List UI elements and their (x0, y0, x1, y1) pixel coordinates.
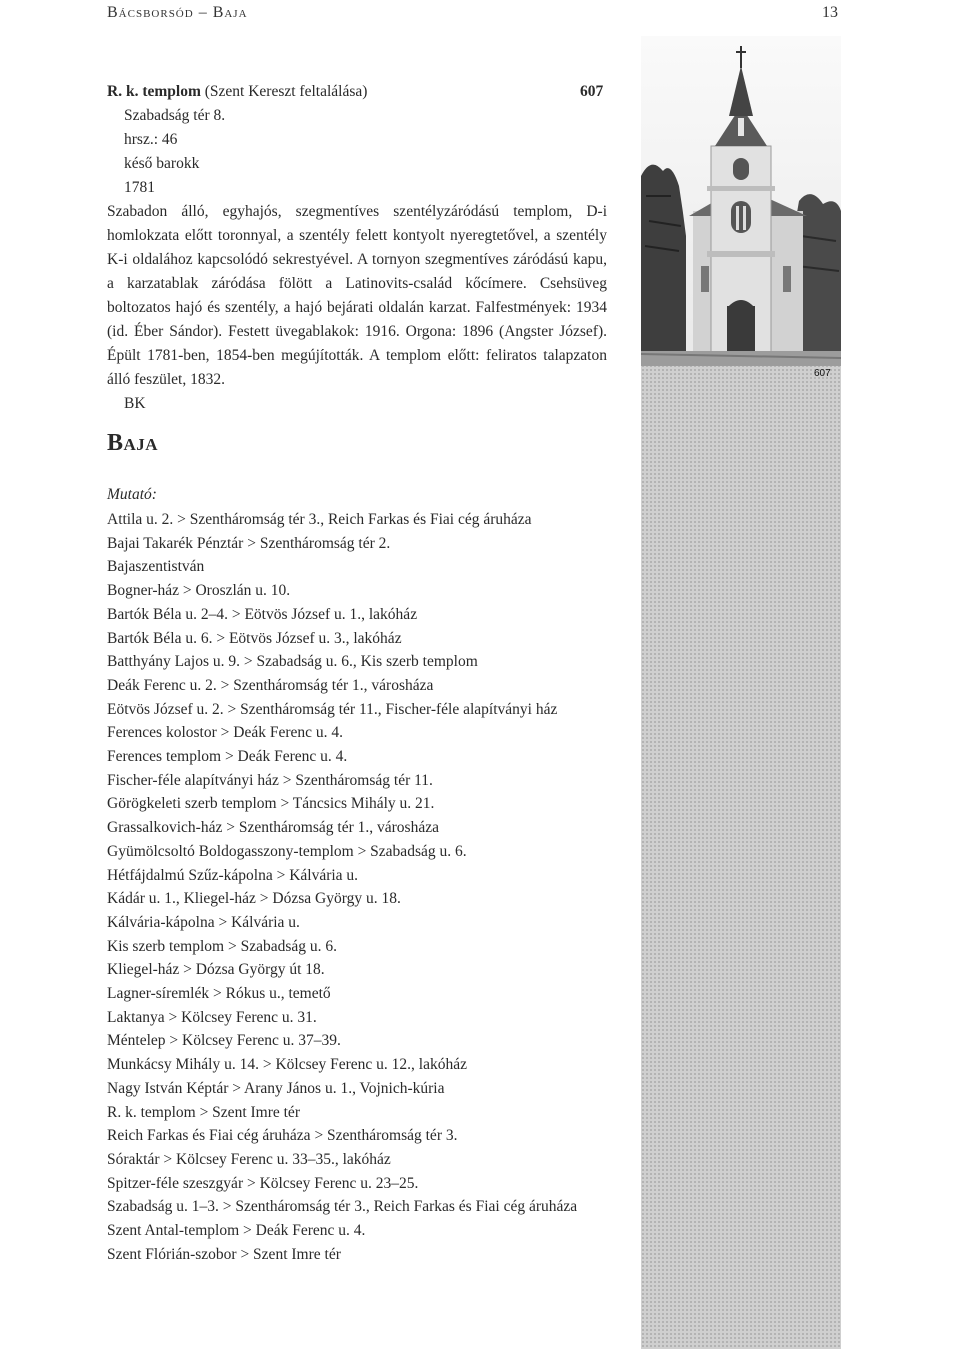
index-item: Munkácsy Mihály u. 14. > Kölcsey Ferenc u. 12., lakóház (107, 1056, 467, 1074)
index-item: Lagner-síremlék > Rókus u., temető (107, 985, 331, 1003)
entry-title-line (107, 80, 607, 104)
index-item: Hétfájdalmú Szűz-kápolna > Kálvária u. (107, 866, 359, 884)
index-item: Kis szerb templom > Szabadság u. 6. (107, 937, 338, 955)
entry-title: R. k. templom (107, 83, 201, 100)
index-item: Kádár u. 1., Kliegel-ház > Dózsa György u. 18. (107, 890, 401, 908)
index-item: Méntelep > Kölcsey Ferenc u. 37–39. (107, 1032, 341, 1050)
entry-description: Szabadon álló, egyhajós, szegmentíves szentélyzáródású templom, D-i homlokzata előtt toronnyal, a szentély felett kontyolt nyeregtetővel, a szentély K-i oldalához kapcsolódó sekrestyével. A tornyon szegmentíves záródású kapu, a karzatablak záródása fölött a Latinovits-család kőcímere. Csehsüveg boltozatos hajó és szentély, a hajó bejárati oldalán karzat. Falfestmények: 1934 (id. Éber Sándor). Festett üvegablakok: 1916. Orgona: 1896 (Angster József). Épült 1781-ben, 1854-ben megújították. A templom előtt: feliratos talapzaton álló feszület, 1832. (107, 203, 607, 388)
index-item: Gyümölcsoltó Boldogasszony-templom > Szabadság u. 6. (107, 842, 467, 860)
index-item: Bogner-ház > Oroszlán u. 10. (107, 582, 291, 600)
page-number: 13 (822, 4, 838, 21)
entry-author: BK (124, 395, 146, 412)
index-item: Bajaszentistván (107, 558, 205, 576)
index-list (107, 508, 577, 1267)
index-item: Bajai Takarék Pénztár > Szentháromság tér 2. (107, 534, 391, 552)
index-item: Attila u. 2. > Szentháromság tér 3., Reich Farkas és Fiai cég áruháza (107, 511, 532, 528)
index-item: Laktanya > Kölcsey Ferenc u. 31. (107, 1008, 317, 1026)
section-title: Baja (107, 430, 159, 456)
index-item: Szent Flórián-szobor > Szent Imre tér (107, 1245, 341, 1263)
index-item: Nagy István Képtár > Arany János u. 1., Vojnich-kúria (107, 1079, 445, 1097)
index-item: Bartók Béla u. 2–4. > Eötvös József u. 1., lakóház (107, 605, 418, 623)
index-item: Batthyány Lajos u. 9. > Szabadság u. 6., Kis szerb templom (107, 653, 478, 671)
entry-address: Szabadság tér 8. (124, 107, 226, 124)
entry-block (107, 80, 607, 416)
index-item: Kliegel-ház > Dózsa György út 18. (107, 961, 325, 979)
church-photo (641, 36, 841, 366)
index-item: Eötvös József u. 2. > Szentháromság tér 11., Fischer-féle alapítványi ház (107, 700, 558, 718)
entry-number: 607 (580, 83, 604, 100)
index-item: R. k. templom > Szent Imre tér (107, 1103, 300, 1121)
index-item: Reich Farkas és Fiai cég áruháza > Szentháromság tér 3. (107, 1127, 458, 1145)
index-item: Deák Ferenc u. 2. > Szentháromság tér 1., városháza (107, 676, 434, 694)
index-label: Mutató: (107, 486, 157, 503)
index-item: Ferences kolostor > Deák Ferenc u. 4. (107, 724, 344, 742)
index-item: Görögkeleti szerb templom > Táncsics Mihály u. 21. (107, 795, 435, 813)
index-item: Spitzer-féle szeszgyár > Kölcsey Ferenc u. 23–25. (107, 1174, 419, 1192)
entry-year: 1781 (124, 179, 155, 196)
index-item: Grassalkovich-ház > Szentháromság tér 1., városháza (107, 819, 439, 837)
index-item: Kálvária-kápolna > Kálvária u. (107, 913, 300, 931)
index-item: Ferences templom > Deák Ferenc u. 4. (107, 748, 348, 766)
index-item: Bartók Béla u. 6. > Eötvös József u. 3., lakóház (107, 629, 402, 647)
index-item: Szabadság u. 1–3. > Szentháromság tér 3., Reich Farkas és Fiai cég áruháza (107, 1198, 578, 1216)
index-item: Fischer-féle alapítványi ház > Szentháromság tér 11. (107, 771, 433, 789)
index-item: Sóraktár > Kölcsey Ferenc u. 33–35., lakóház (107, 1150, 391, 1168)
running-header-title: Bácsborsód – Baja (107, 4, 248, 21)
entry-hrsz: hrsz.: 46 (124, 131, 178, 148)
index-item: Szent Antal-templom > Deák Ferenc u. 4. (107, 1222, 366, 1240)
entry-title-note: (Szent Kereszt feltalálása) (204, 83, 368, 100)
photo-caption: 607 (814, 368, 831, 379)
entry-style: késő barokk (124, 155, 200, 172)
